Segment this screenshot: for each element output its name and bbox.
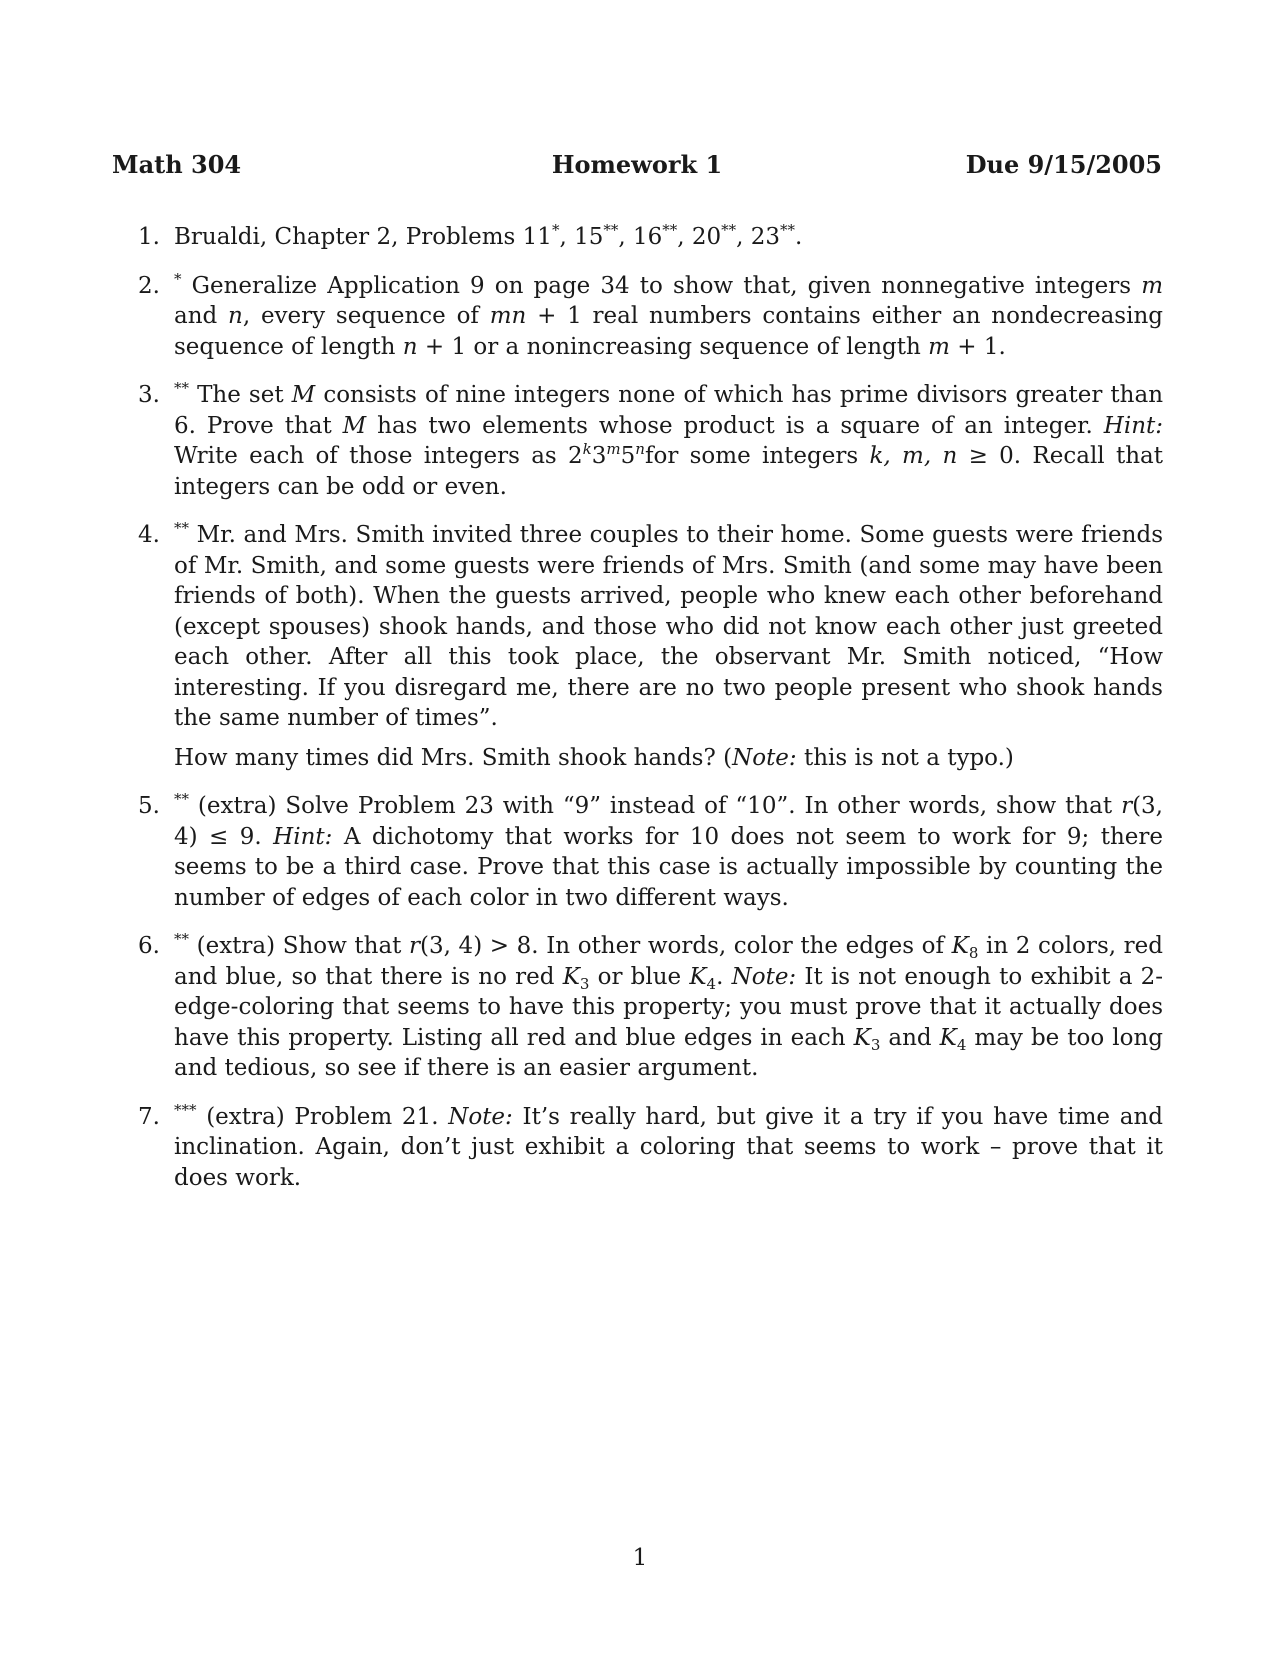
problem-7 [138,1102,1163,1194]
problem-text-body: *** (extra) Problem 21. Note: It’s really hard, but give it a try if you have time and inclination. Again, don’t just exhibit a coloring that seems to work – prove that it does work. [174,1100,1163,1191]
problem-3 [138,380,1163,502]
problem-text [174,1102,1163,1194]
problem-6 [138,931,1163,1084]
problem-text-body: ** (extra) Solve Problem 23 with “9” instead of “10”. In other words, show that r(3, 4) ≤ 9. Hint: A dichotomy that works for 10 does not seem to work for 9; there seems to be a third case. Prove that this case is actually impossible by counting the number of edges of each color in two different ways. [174,790,1163,911]
problem-text [174,380,1163,502]
problem-text-body: * Generalize Application 9 on page 34 to show that, given nonnegative integers m and n, every sequence of mn + 1 real numbers contains either an nondecreasing sequence of length n + 1 or a nonincreasing sequence of length m + 1. [174,269,1163,360]
problem-followup [174,743,1163,774]
problem-text [174,520,1163,734]
problem-text [174,791,1163,913]
problem-number: 6. [138,933,160,959]
problem-text-body: ** (extra) Show that r(3, 4) > 8. In other words, color the edges of $K_8$ in 2 colors, red and blue, so that there is no red $K_3$ or blue $K_4$. Note: It is not enough to exhibit a 2-edge-coloring that seems to have this property; you must prove that it actually does have this property. Listing all red and blue edges in each $K_3$ and $K_4$ may be too long and tedious, so see if there is an easier argument. [174,930,1164,1081]
problem-number: 1. [138,224,160,250]
problem-number: 2. [138,272,160,299]
problem-1 [138,222,1163,253]
course-name: Math 304 [112,150,242,179]
problem-text [174,931,1163,1084]
page-number: 1 [632,1545,648,1571]
problem-number: 5. [138,793,160,819]
problem-number: 7. [138,1103,160,1130]
problem-text-body: ** Mr. and Mrs. Smith invited three couples to their home. Some guests were friends of Mr. Smith, and some guests were friends of Mrs. Smith (and some may have been friends of both). When the guests arrived, people who knew each other beforehand (except spouses) shook hands, and those who did not know each other just greeted each other. After all this took place, the observant Mr. Smith noticed, “How interesting. If you disregard me, there are no two people present who shook hands the same number of times”. [174,519,1163,731]
problem-followup-body: How many times did Mrs. Smith shook hands? (Note: this is not a typo.) [174,744,1014,771]
problem-text-body: ** The set M consists of nine integers none of which has prime divisors greater than 6. Prove that M has two elements whose product is a square of an integer. Hint: Write each of those integers as 2$^k$3$^m$5$^n$for some integers k, m, n ≥ 0. Recall that integers can be odd or even. [174,379,1164,500]
assignment-title: Homework 1 [551,150,723,179]
due-date: Due 9/15/2005 [965,150,1162,179]
problem-text-body: Brualdi, Chapter 2, Problems 11*, 15**, 16**, 20**, 23**. [174,221,803,250]
problem-text [174,222,1163,253]
page-header [112,150,1162,186]
problem-4 [138,520,1163,773]
problem-number: 3. [138,382,160,408]
problem-2 [138,271,1163,363]
problem-number: 4. [138,522,160,548]
problem-list [138,222,1163,1211]
problem-text [174,271,1163,363]
problem-5 [138,791,1163,913]
